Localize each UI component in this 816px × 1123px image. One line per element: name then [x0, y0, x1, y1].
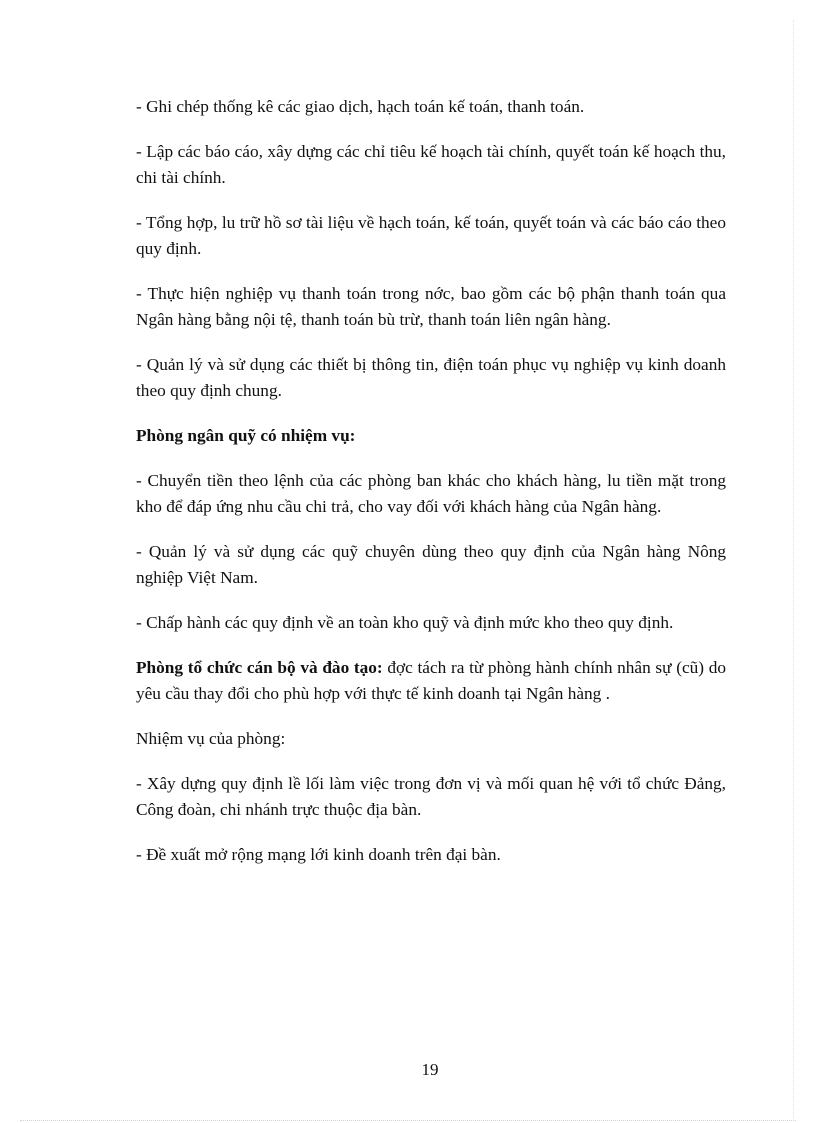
- personnel-item: - Đề xuất mở rộng mạng lới kinh doanh trên đại bàn.: [136, 845, 501, 864]
- section-heading-personnel: Phòng tổ chức cán bộ và đào tạo:: [136, 658, 383, 677]
- paragraph-domestic-payment: - Thực hiện nghiệp vụ thanh toán trong nớc, bao gồm các bộ phận thanh toán qua Ngân hàng bằng nội tệ, thanh toán bù trừ, thanh toán liên ngân hàng.: [136, 284, 726, 329]
- section-personnel: [136, 655, 726, 707]
- paragraph-it-equipment: - Quản lý và sử dụng các thiết bị thông tin, điện toán phục vụ nghiệp vụ kinh doanh theo quy định chung.: [136, 355, 726, 400]
- page-number: 19: [421, 1060, 439, 1079]
- paragraph-financial-reports: - Lập các báo cáo, xây dựng các chỉ tiêu kế hoạch tài chính, quyết toán kế hoạch thu, chi tài chính.: [136, 142, 726, 187]
- treasury-item: - Chấp hành các quy định về an toàn kho quỹ và định mức kho theo quy định.: [136, 613, 674, 632]
- page-border-right: [793, 20, 794, 1119]
- treasury-item: - Quản lý và sử dụng các quỹ chuyên dùng theo quy định của Ngân hàng Nông nghiệp Việt Nam.: [136, 542, 726, 587]
- document-body: [136, 94, 726, 887]
- paragraph-archiving: - Tổng hợp, lu trữ hồ sơ tài liệu về hạch toán, kế toán, quyết toán và các báo cáo theo quy định.: [136, 213, 726, 258]
- section-heading-treasury: Phòng ngân quỹ có nhiệm vụ:: [136, 426, 356, 445]
- page-border-bottom: [20, 1120, 796, 1121]
- section-personnel-text: đợc tách ra từ phòng hành chính nhân sự (cũ) do yêu cầu thay đổi cho phù hợp với thực tế kinh doanh tại Ngân hàng .: [136, 658, 726, 703]
- treasury-item: - Chuyển tiền theo lệnh của các phòng ban khác cho khách hàng, lu tiền mặt trong kho để đáp ứng nhu cầu chi trả, cho vay đối với khách hàng của Ngân hàng.: [136, 471, 726, 516]
- personnel-item: - Xây dựng quy định lề lối làm việc trong đơn vị và mối quan hệ với tổ chức Đảng, Công đoàn, chi nhánh trực thuộc địa bàn.: [136, 774, 726, 819]
- duties-label: Nhiệm vụ của phòng:: [136, 729, 286, 748]
- paragraph-accounting-records: - Ghi chép thống kê các giao dịch, hạch toán kế toán, thanh toán.: [136, 97, 585, 116]
